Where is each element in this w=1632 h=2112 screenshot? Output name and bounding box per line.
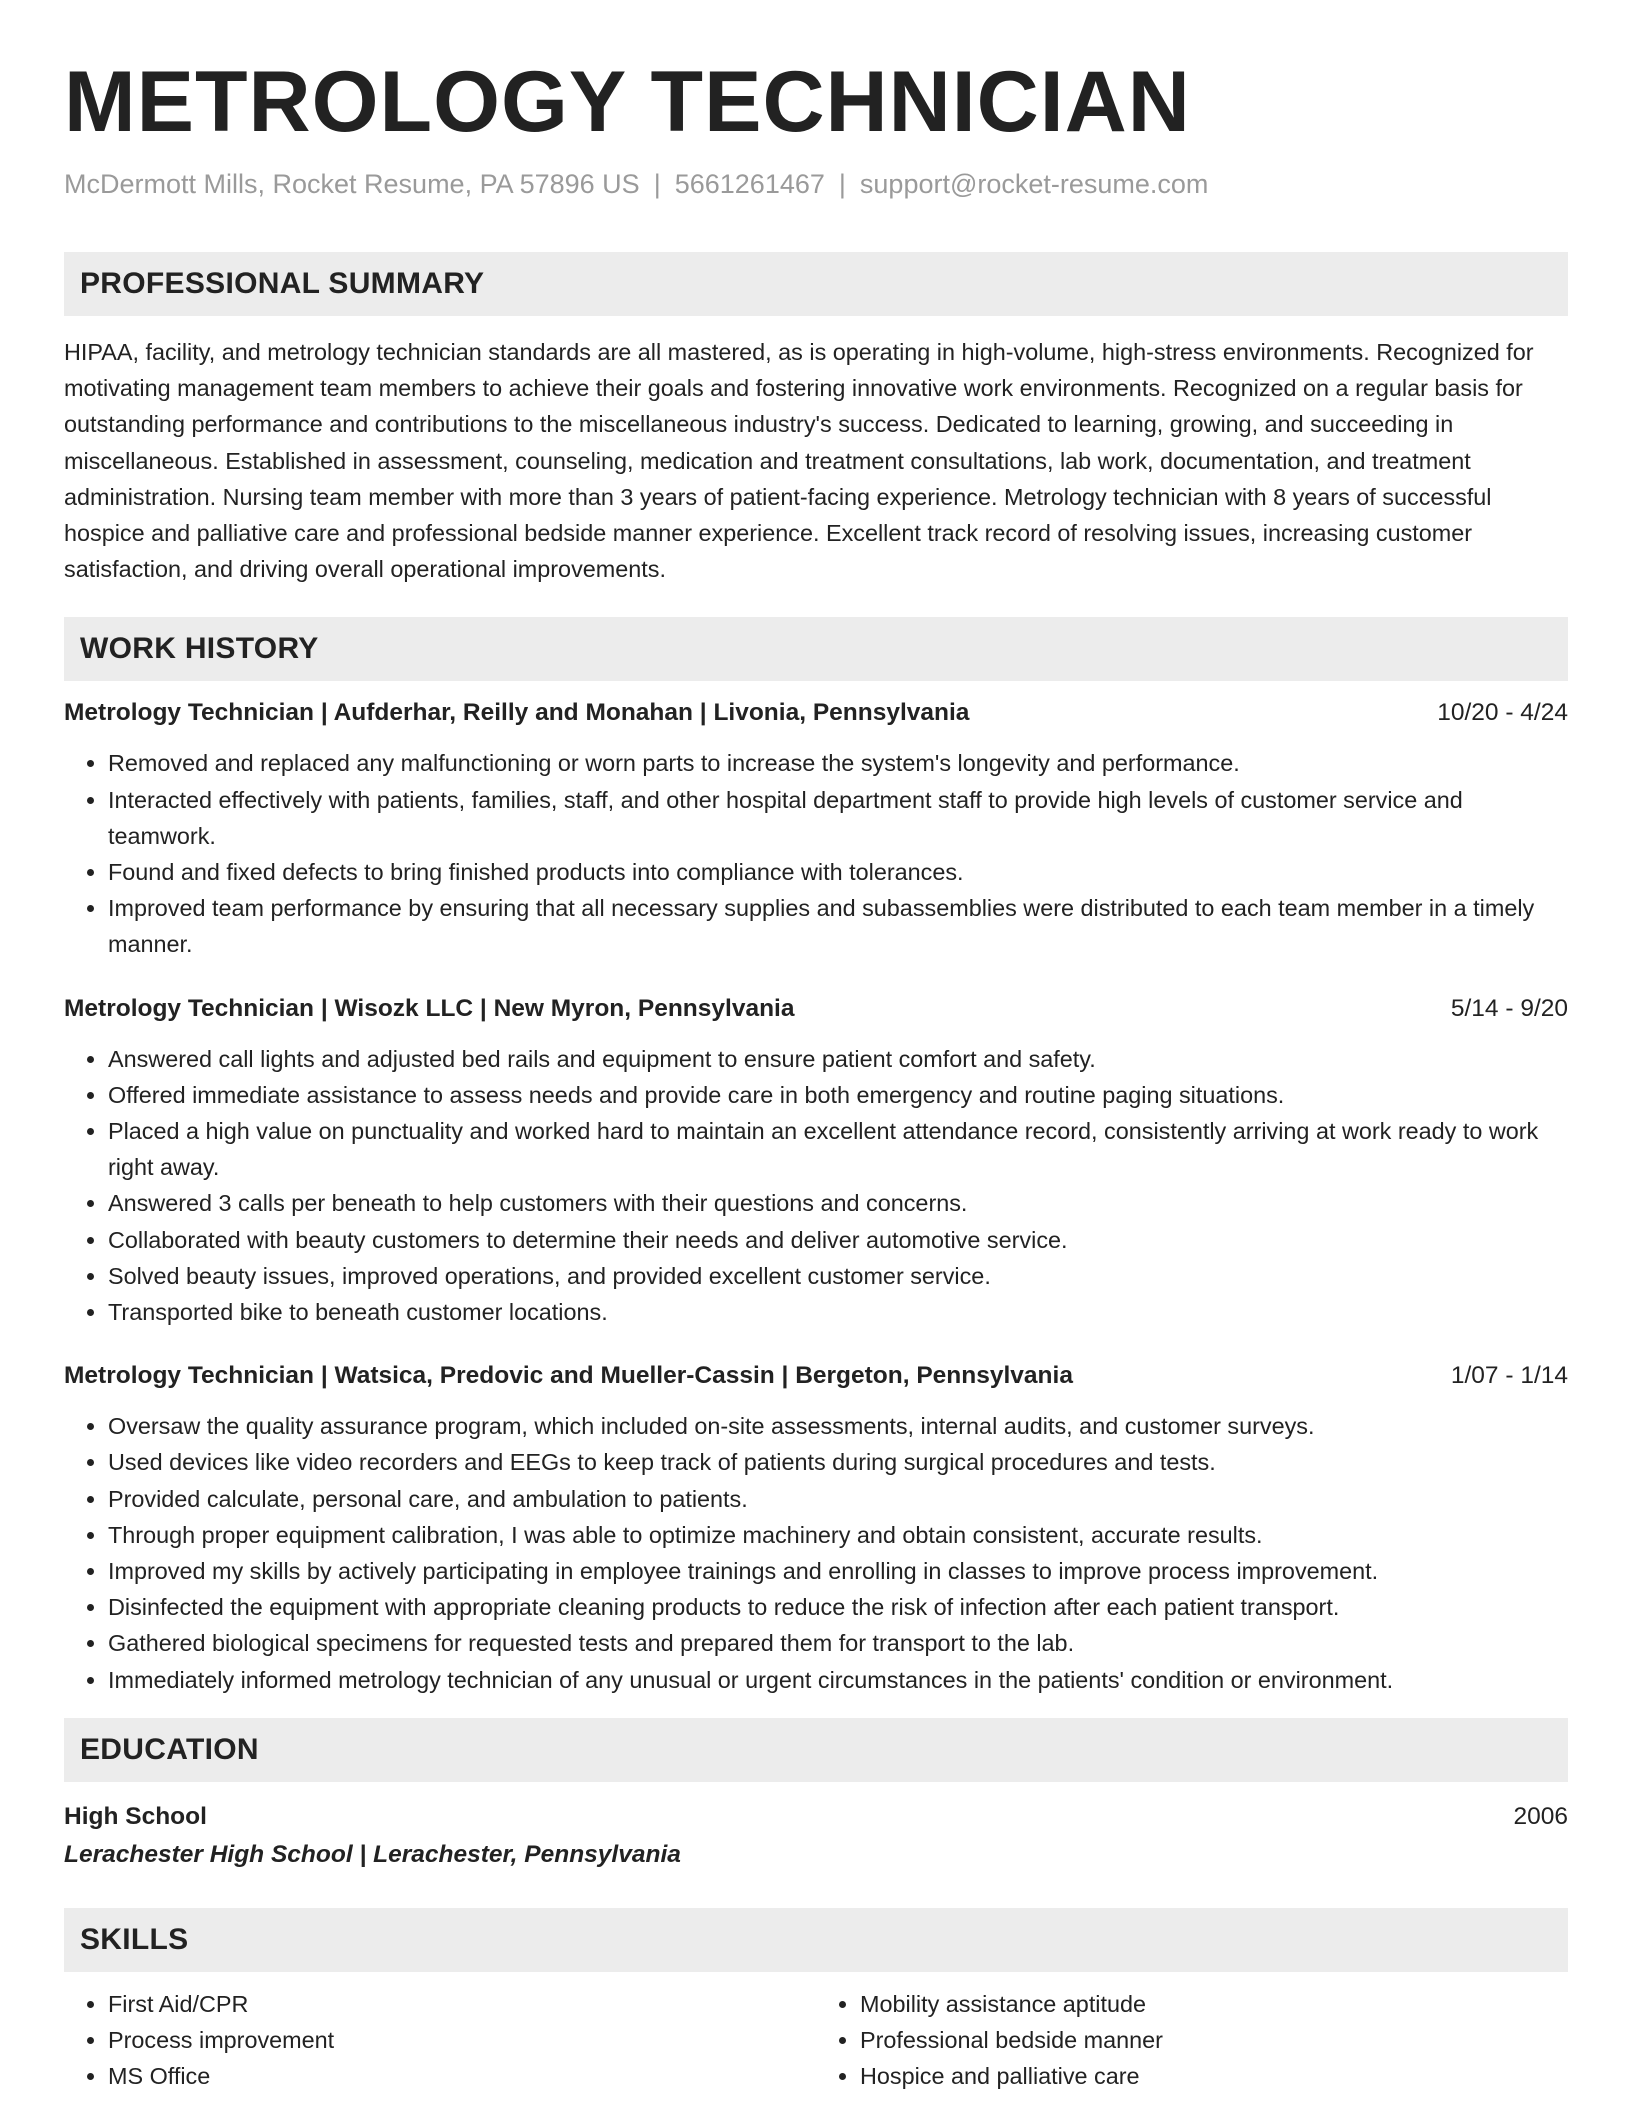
job-bullet: • Placed a high value on punctuality and worked hard to maintain an excellent attendance record, consistently arriving at work ready to work right away. [108,1113,1568,1185]
job-bullet-list [64,1041,1568,1331]
job-bullet-list [64,1408,1568,1698]
resume-name: METROLOGY TECHNICIAN [64,54,1191,150]
contact-phone: 5661261467 [674,169,825,199]
job-bullet: • Oversaw the quality assurance program, which included on-site assessments, internal audits, and customer surveys. [108,1408,1568,1444]
education-degree: High School [64,1802,207,1830]
skill-item: • MS Office [108,2058,816,2094]
job-bullet: • Used devices like video recorders and EEGs to keep track of patients during surgical procedures and tests. [108,1444,1568,1480]
section-heading-skills: SKILLS [64,1908,1568,1972]
work-history-list [64,695,1568,1697]
summary-text: HIPAA, facility, and metrology technician standards are all mastered, as is operating in high-volume, high-stress environments. Recognized for motivating management team members to achieve their goals and fostering innovative work environments. Recognized on a regular basis for outstanding performance and contributions to the miscellaneous industry's success. Dedicated to learning, growing, and succeeding in miscellaneous. Established in assessment, counseling, medication and treatment consultations, lab work, documentation, and treatment administration. Nursing team member with more than 3 years of patient-facing experience. Metrology technician with 8 years of successful hospice and palliative care and professional bedside manner experience. Excellent track record of resolving issues, increasing customer satisfaction, and driving overall operational improvements. [64,339,1534,583]
education-year: 2006 [1513,1802,1568,1830]
job-bullet-list [64,745,1568,962]
contact-separator: | [653,169,661,199]
job-bullet: • Transported bike to beneath customer locations. [108,1294,1568,1330]
skill-item: • Process improvement [108,2022,816,2058]
job-bullet: • Removed and replaced any malfunctioning or worn parts to increase the system's longevity and performance. [108,745,1568,781]
education-entry [64,1798,1568,1874]
job-bullet: • Through proper equipment calibration, I was able to optimize machinery and obtain consistent, accurate results. [108,1517,1568,1553]
job-bullet: • Answered 3 calls per beneath to help customers with their questions and concerns. [108,1185,1568,1221]
skill-item: • Hospice and palliative care [860,2058,1568,2094]
job-title: Metrology Technician | Aufderhar, Reilly and Monahan | Livonia, Pennsylvania [64,699,970,727]
job-bullet: • Found and fixed defects to bring finished products into compliance with tolerances. [108,854,1568,890]
job-header [64,991,1568,1027]
job-bullet: • Collaborated with beauty customers to determine their needs and deliver automotive service. [108,1222,1568,1258]
job-title: Metrology Technician | Wisozk LLC | New Myron, Pennsylvania [64,994,795,1022]
job-bullet: • Solved beauty issues, improved operations, and provided excellent customer service. [108,1258,1568,1294]
section-heading-summary: PROFESSIONAL SUMMARY [64,252,1568,316]
job-title: Metrology Technician | Watsica, Predovic and Mueller-Cassin | Bergeton, Pennsylvania [64,1362,1073,1390]
section-heading-work-history: WORK HISTORY [64,617,1568,681]
job-entry [64,695,1568,962]
job-bullet: • Gathered biological specimens for requested tests and prepared them for transport to the lab. [108,1625,1568,1661]
skills-grid [64,1986,1568,2095]
skill-item: • First Aid/CPR [108,1986,816,2022]
contact-line [64,166,1568,202]
skills-column-right [816,1986,1568,2095]
job-dates: 5/14 - 9/20 [1450,994,1568,1022]
job-bullet: • Offered immediate assistance to assess needs and provide care in both emergency and routine paging situations. [108,1077,1568,1113]
skill-item: • Professional bedside manner [860,2022,1568,2058]
job-bullet: • Interacted effectively with patients, families, staff, and other hospital department staff to provide high levels of customer service and teamwork. [108,782,1568,854]
skill-item: • Mobility assistance aptitude [860,1986,1568,2022]
job-bullet: • Disinfected the equipment with appropriate cleaning products to reduce the risk of infection after each patient transport. [108,1589,1568,1625]
job-bullet: • Provided calculate, personal care, and ambulation to patients. [108,1481,1568,1517]
job-header [64,1358,1568,1394]
education-school: Lerachester High School | Lerachester, Pennsylvania [64,1840,681,1868]
job-dates: 1/07 - 1/14 [1450,1362,1568,1390]
skills-column-left [64,1986,816,2095]
job-header [64,695,1568,731]
contact-email: support@rocket-resume.com [859,169,1209,199]
job-bullet: • Improved my skills by actively participating in employee trainings and enrolling in classes to improve process improvement. [108,1553,1568,1589]
job-bullet: • Improved team performance by ensuring that all necessary supplies and subassemblies were distributed to each team member in a timely manner. [108,890,1568,962]
job-entry [64,991,1568,1331]
contact-address: McDermott Mills, Rocket Resume, PA 57896 US [64,169,640,199]
contact-separator: | [838,169,846,199]
job-bullet: • Immediately informed metrology technician of any unusual or urgent circumstances in the patients' condition or environment. [108,1662,1568,1698]
job-bullet: • Answered call lights and adjusted bed rails and equipment to ensure patient comfort and safety. [108,1041,1568,1077]
job-dates: 10/20 - 4/24 [1437,699,1568,727]
job-entry [64,1358,1568,1698]
section-heading-education: EDUCATION [64,1718,1568,1782]
